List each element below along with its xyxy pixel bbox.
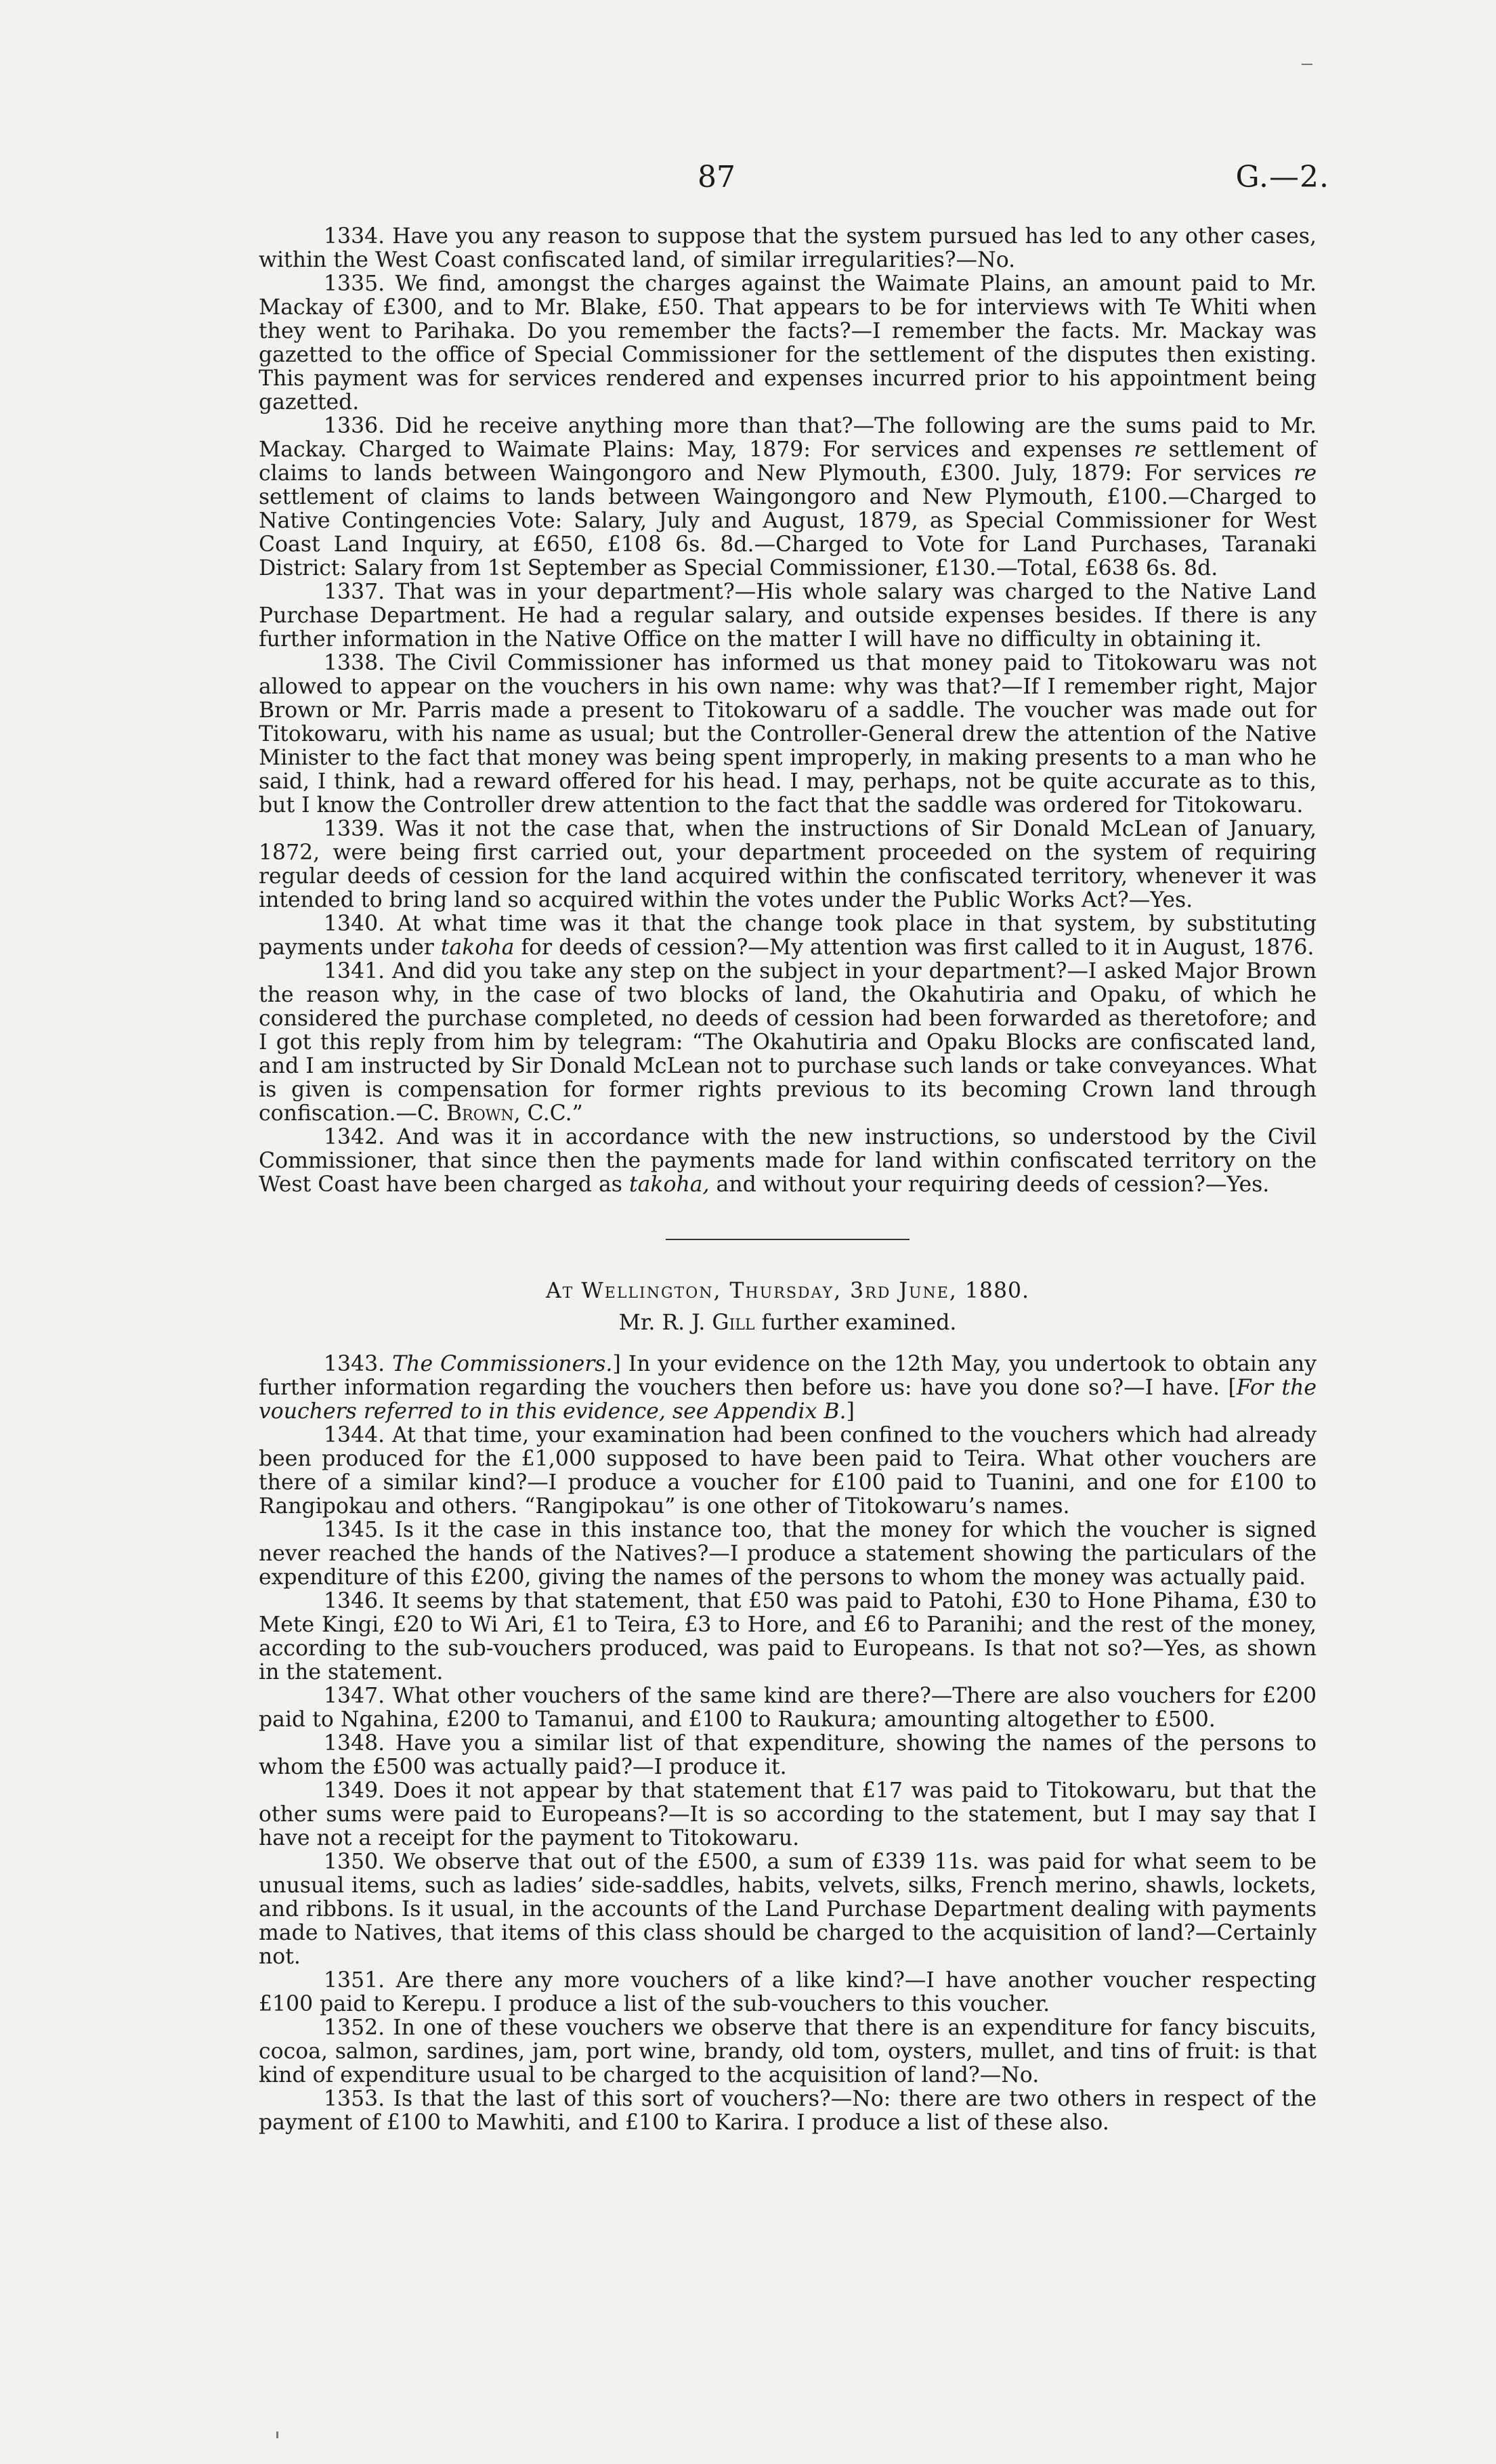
scan-mark (276, 2431, 278, 2438)
paragraph-1339: 1339. Was it not the case that, when the instructions of Sir Donald McLean of January, 1872, were being first carried out, your department proceeded on the system of requiring regular deeds of cession for the land acquired within the confiscated territory, whenever it was intended to bring land so acquired within the votes under the Public Works Act?—Yes. (259, 817, 1317, 912)
paragraph-1343: 1343. The Commissioners.] In your evidence on the 12th May, you undertook to obtain any further information regarding the vouchers then before us: have you done so?—I have. [For the vouchers referred to in this evidence, see Appendix B.] (259, 1352, 1317, 1424)
section-divider (666, 1239, 910, 1240)
paragraph-1345: 1345. Is it the case in this instance too, that the money for which the voucher is signed never reached the hands of the Natives?—I produce a statement showing the particulars of the expenditure of this £200, giving the names of the persons to whom the money was actually paid. (259, 1518, 1317, 1590)
sitting-heading: At Wellington, Thursday, 3rd June, 1880. (545, 1279, 1030, 1303)
paragraph-1348: 1348. Have you a similar list of that expenditure, showing the names of the persons to whom the £500 was actually paid?—I produce it. (259, 1731, 1317, 1779)
page-number: 87 (698, 160, 735, 194)
paragraph-1351: 1351. Are there any more vouchers of a like kind?—I have another voucher respecting £100 paid to Kerepu. I produce a list of the sub-vouchers to this voucher. (259, 1968, 1317, 2016)
paper-reference: G.—2. (1235, 160, 1329, 194)
witness-heading: Mr. R. J. Gill further examined. (618, 1311, 957, 1335)
evidence-text (259, 225, 1317, 2135)
paragraph-1338: 1338. The Civil Commissioner has informed us that money paid to Titokowaru was not allowed to appear on the vouchers in his own name: why was that?—If I remember right, Major Brown or Mr. Parris made a present to Titokowaru of a saddle. The voucher was made out for Titokowaru, with his name as usual; but the Controller-General drew the attention of the Native Minister to the fact that money was being spent improperly, in making presents to a man who he said, I think, had a reward offered for his head. I may, perhaps, not be quite accurate as to this, but I know the Controller drew attention to the fact that the saddle was ordered for Titokowaru. (259, 651, 1317, 817)
paragraph-1347: 1347. What other vouchers of the same kind are there?—There are also vouchers for £200 paid to Ngahina, £200 to Tamanui, and £100 to Raukura; amounting altogether to £500. (259, 1684, 1317, 1732)
page-header (0, 160, 1496, 200)
paragraph-1344: 1344. At that time, your examination had been confined to the vouchers which had already been produced for the £1,000 supposed to have been paid to Teira. What other vouchers are there of a similar kind?—I produce a voucher for £100 paid to Tuanini, and one for £100 to Rangipokau and others. “Rangipokau” is one other of Titokowaru’s names. (259, 1423, 1317, 1518)
paragraph-1353: 1353. Is that the last of this sort of vouchers?—No: there are two others in respect of the payment of £100 to Mawhiti, and £100 to Karira. I produce a list of these also. (259, 2087, 1317, 2135)
paragraph-1349: 1349. Does it not appear by that statement that £17 was paid to Titokowaru, but that the other sums were paid to Europeans?—It is so according to the statement, but I may say that I have not a receipt for the payment to Titokowaru. (259, 1779, 1317, 1850)
paragraph-1337: 1337. That was in your department?—His whole salary was charged to the Native Land Purchase Department. He had a regular salary, and outside expenses besides. If there is any further information in the Native Office on the matter I will have no difficulty in obtaining it. (259, 580, 1317, 652)
scan-mark (1302, 64, 1312, 65)
paragraph-1336: 1336. Did he receive anything more than that?—The following are the sums paid to Mr. Mackay. Charged to Waimate Plains: May, 1879: For services and expenses re settlement of claims to lands between Waingongoro and New Plymouth, £300. July, 1879: For services re settlement of claims to lands between Waingongoro and New Plymouth, £100.—Charged to Native Contingencies Vote: Salary, July and August, 1879, as Special Commissioner for West Coast Land Inquiry, at £650, £108 6s. 8d.—Charged to Vote for Land Purchases, Taranaki District: Salary from 1st September as Special Commissioner, £130.—Total, £638 6s. 8d. (259, 414, 1317, 580)
paragraph-1352: 1352. In one of these vouchers we observe that there is an expenditure for fancy biscuits, cocoa, salmon, sardines, jam, port wine, brandy, old tom, oysters, mullet, and tins of fruit: is that kind of expenditure usual to be charged to the acquisition of land?—No. (259, 2016, 1317, 2087)
paragraph-1335: 1335. We find, amongst the charges against the Waimate Plains, an amount paid to Mr. Mackay of £300, and to Mr. Blake, £50. That appears to be for interviews with Te Whiti when they went to Parihaka. Do you remember the facts?—I remember the facts. Mr. Mackay was gazetted to the office of Special Commissioner for the settlement of the disputes then existing. This payment was for services rendered and expenses incurred prior to his appointment being gazetted. (259, 272, 1317, 415)
paragraph-1341: 1341. And did you take any step on the subject in your department?—I asked Major Brown the reason why, in the case of two blocks of land, the Okahutiria and Opaku, of which he considered the purchase completed, no deeds of cession had been forwarded as theretofore; and I got this reply from him by telegram: “The Okahutiria and Opaku Blocks are confiscated land, and I am instructed by Sir Donald McLean not to purchase such lands or take conveyances. What is given is compensation for former rights previous to its becoming Crown land through confiscation.—C. Brown, C.C.” (259, 959, 1317, 1126)
paragraph-1350: 1350. We observe that out of the £500, a sum of £339 11s. was paid for what seem to be unusual items, such as ladies’ side-saddles, habits, velvets, silks, French merino, shawls, lockets, and ribbons. Is it usual, in the accounts of the Land Purchase Department dealing with payments made to Natives, that items of this class should be charged to the acquisition of land?—Certainly not. (259, 1850, 1317, 1969)
paragraph-1342: 1342. And was it in accordance with the new instructions, so understood by the Civil Commissioner, that since then the payments made for land within confiscated territory on the West Coast have been charged as takoha, and without your requiring deeds of cession?—Yes. (259, 1125, 1317, 1197)
paragraph-1346: 1346. It seems by that statement, that £50 was paid to Patohi, £30 to Hone Pihama, £30 to Mete Kingi, £20 to Wi Ari, £1 to Teira, £3 to Hore, and £6 to Paranihi; and the rest of the money, according to the sub-vouchers produced, was paid to Europeans. Is that not so?—Yes, as shown in the statement. (259, 1589, 1317, 1684)
paragraph-1334: 1334. Have you any reason to suppose that the system pursued has led to any other cases, within the West Coast confiscated land, of similar irregularities?—No. (259, 224, 1317, 272)
paragraph-1340: 1340. At what time was it that the change took place in that system, by substituting payments under takoha for deeds of cession?—My attention was first called to it in August, 1876. (259, 912, 1317, 960)
